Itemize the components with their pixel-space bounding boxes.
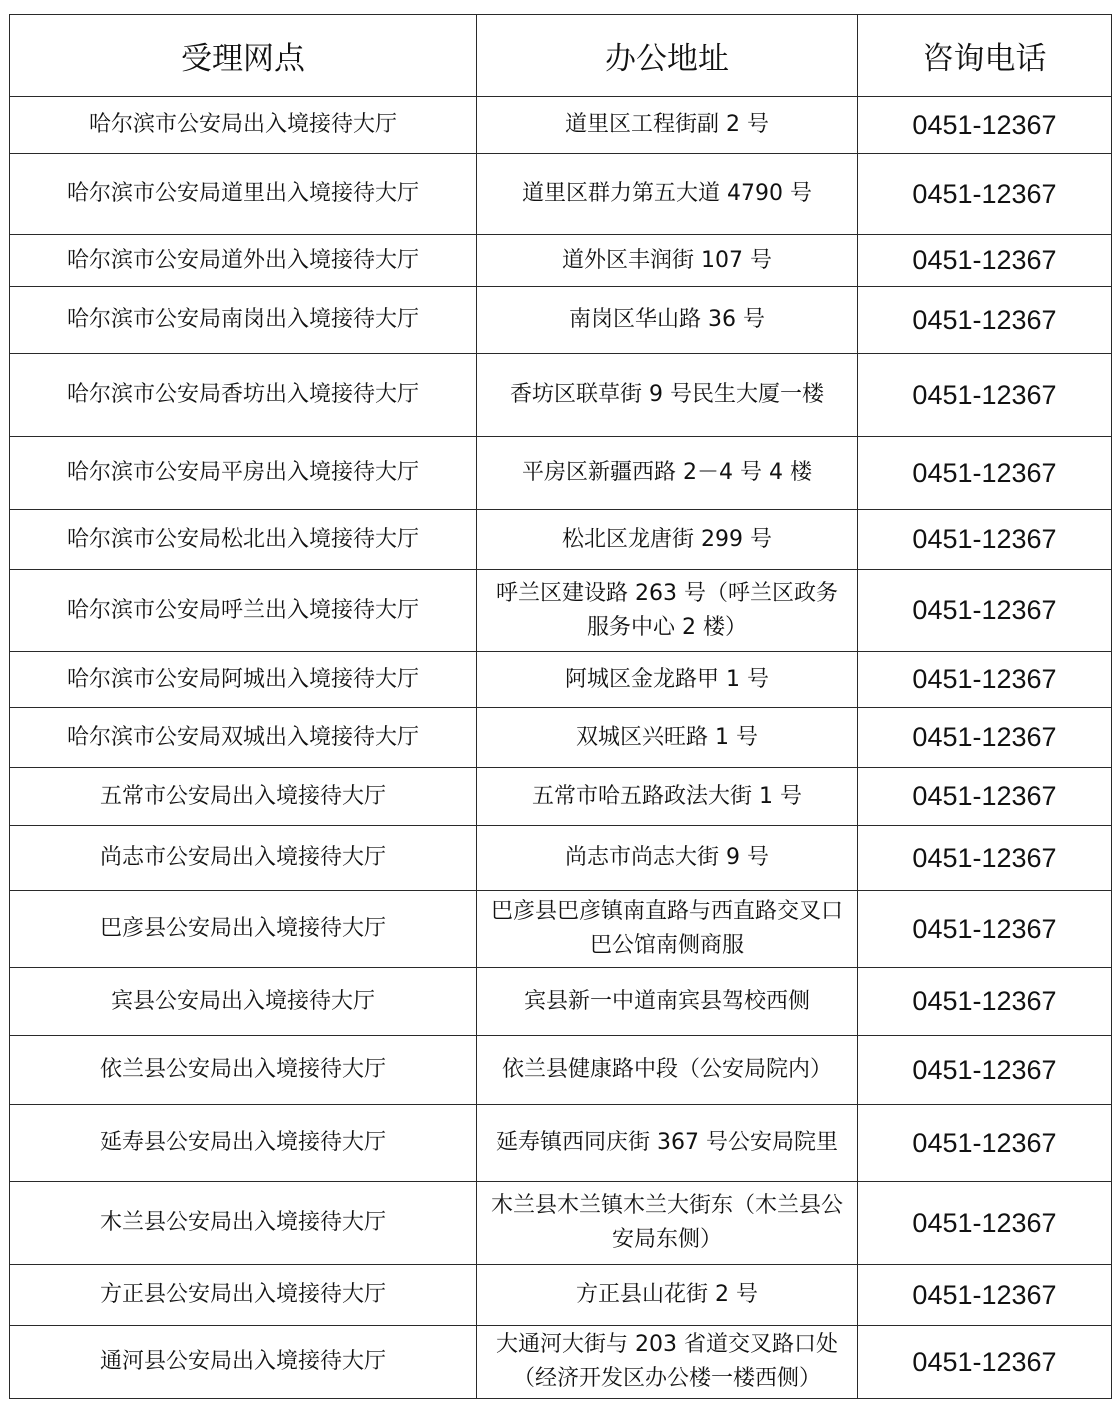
table-row — [10, 891, 1112, 968]
office-name: 哈尔滨市公安局松北出入境接待大厅 — [10, 510, 477, 570]
table-header-row — [10, 15, 1112, 97]
table-row — [10, 354, 1112, 437]
office-phone: 0451-12367 — [858, 891, 1112, 968]
office-name: 巴彦县公安局出入境接待大厅 — [10, 891, 477, 968]
table-row — [10, 826, 1112, 891]
office-phone: 0451-12367 — [858, 235, 1112, 287]
office-name: 哈尔滨市公安局香坊出入境接待大厅 — [10, 354, 477, 437]
header-phone: 咨询电话 — [858, 15, 1112, 97]
office-phone: 0451-12367 — [858, 1182, 1112, 1265]
office-name: 哈尔滨市公安局出入境接待大厅 — [10, 97, 477, 154]
office-address: 延寿镇西同庆街 367 号公安局院里 — [477, 1105, 858, 1182]
table-row — [10, 708, 1112, 768]
table-row — [10, 768, 1112, 826]
office-directory-table — [9, 14, 1112, 1399]
office-address: 南岗区华山路 36 号 — [477, 287, 858, 354]
office-name: 哈尔滨市公安局双城出入境接待大厅 — [10, 708, 477, 768]
office-address: 阿城区金龙路甲 1 号 — [477, 652, 858, 708]
table-row — [10, 1182, 1112, 1265]
office-address: 呼兰区建设路 263 号（呼兰区政务服务中心 2 楼） — [477, 570, 858, 652]
header-address: 办公地址 — [477, 15, 858, 97]
table-row — [10, 968, 1112, 1036]
table-row — [10, 97, 1112, 154]
office-address: 方正县山花街 2 号 — [477, 1265, 858, 1326]
office-name: 哈尔滨市公安局道里出入境接待大厅 — [10, 154, 477, 235]
table-row — [10, 510, 1112, 570]
office-address: 五常市哈五路政法大街 1 号 — [477, 768, 858, 826]
office-address: 平房区新疆西路 2－4 号 4 楼 — [477, 437, 858, 510]
header-office: 受理网点 — [10, 15, 477, 97]
office-phone: 0451-12367 — [858, 1105, 1112, 1182]
office-phone: 0451-12367 — [858, 652, 1112, 708]
office-address: 道里区工程街副 2 号 — [477, 97, 858, 154]
office-address: 双城区兴旺路 1 号 — [477, 708, 858, 768]
table-row — [10, 437, 1112, 510]
office-name: 方正县公安局出入境接待大厅 — [10, 1265, 477, 1326]
office-phone: 0451-12367 — [858, 708, 1112, 768]
office-phone: 0451-12367 — [858, 768, 1112, 826]
office-address: 依兰县健康路中段（公安局院内） — [477, 1036, 858, 1105]
office-name: 尚志市公安局出入境接待大厅 — [10, 826, 477, 891]
office-phone: 0451-12367 — [858, 510, 1112, 570]
table-row — [10, 1036, 1112, 1105]
office-address: 道外区丰润街 107 号 — [477, 235, 858, 287]
table-row — [10, 235, 1112, 287]
office-phone: 0451-12367 — [858, 287, 1112, 354]
office-phone: 0451-12367 — [858, 437, 1112, 510]
office-name: 哈尔滨市公安局南岗出入境接待大厅 — [10, 287, 477, 354]
office-address: 木兰县木兰镇木兰大街东（木兰县公安局东侧） — [477, 1182, 858, 1265]
office-name: 哈尔滨市公安局呼兰出入境接待大厅 — [10, 570, 477, 652]
table-row — [10, 154, 1112, 235]
office-address: 巴彦县巴彦镇南直路与西直路交叉口巴公馆南侧商服 — [477, 891, 858, 968]
table-row — [10, 1265, 1112, 1326]
office-address: 大通河大街与 203 省道交叉路口处（经济开发区办公楼一楼西侧） — [477, 1326, 858, 1399]
office-name: 延寿县公安局出入境接待大厅 — [10, 1105, 477, 1182]
office-phone: 0451-12367 — [858, 1326, 1112, 1399]
office-name: 宾县公安局出入境接待大厅 — [10, 968, 477, 1036]
office-name: 五常市公安局出入境接待大厅 — [10, 768, 477, 826]
office-phone: 0451-12367 — [858, 570, 1112, 652]
table-row — [10, 287, 1112, 354]
office-name: 通河县公安局出入境接待大厅 — [10, 1326, 477, 1399]
office-address: 香坊区联草街 9 号民生大厦一楼 — [477, 354, 858, 437]
office-phone: 0451-12367 — [858, 1265, 1112, 1326]
office-name: 哈尔滨市公安局平房出入境接待大厅 — [10, 437, 477, 510]
office-phone: 0451-12367 — [858, 354, 1112, 437]
office-address: 宾县新一中道南宾县驾校西侧 — [477, 968, 858, 1036]
office-address: 道里区群力第五大道 4790 号 — [477, 154, 858, 235]
office-phone: 0451-12367 — [858, 97, 1112, 154]
office-phone: 0451-12367 — [858, 154, 1112, 235]
office-name: 哈尔滨市公安局阿城出入境接待大厅 — [10, 652, 477, 708]
office-phone: 0451-12367 — [858, 968, 1112, 1036]
office-name: 依兰县公安局出入境接待大厅 — [10, 1036, 477, 1105]
office-phone: 0451-12367 — [858, 826, 1112, 891]
table-row — [10, 1105, 1112, 1182]
table-row — [10, 1326, 1112, 1399]
table-row — [10, 570, 1112, 652]
office-address: 尚志市尚志大街 9 号 — [477, 826, 858, 891]
office-name: 木兰县公安局出入境接待大厅 — [10, 1182, 477, 1265]
table-row — [10, 652, 1112, 708]
office-address: 松北区龙唐街 299 号 — [477, 510, 858, 570]
office-name: 哈尔滨市公安局道外出入境接待大厅 — [10, 235, 477, 287]
office-phone: 0451-12367 — [858, 1036, 1112, 1105]
